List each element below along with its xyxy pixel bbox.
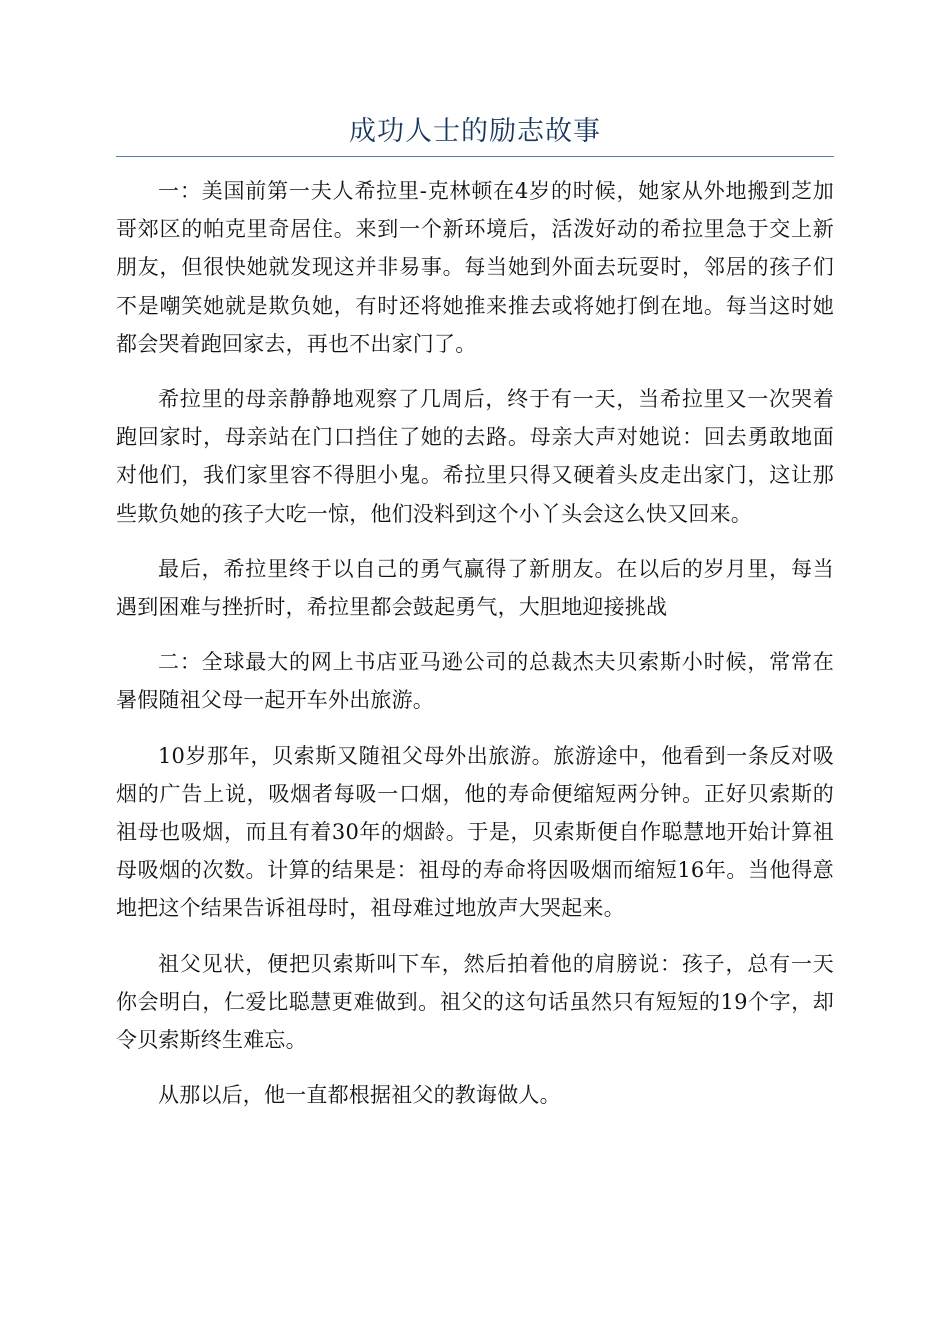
- paragraph-7: 从那以后，他一直都根据祖父的教诲做人。: [158, 1083, 561, 1108]
- page-title: 成功人士的励志故事: [349, 116, 601, 147]
- paragraph-2: 希拉里的母亲静静地观察了几周后，终于有一天，当希拉里又一次哭着跑回家时，母亲站在门口挡住了她的去路。母亲大声对她说：回去勇敢地面对他们，我们家里容不得胆小鬼。希拉里只得又硬着头皮走出家门，这让那些欺负她的孩子大吃一惊，他们没料到这个小丫头会这么快又回来。: [116, 387, 834, 526]
- paragraph-4: 二：全球最大的网上书店亚马逊公司的总裁杰夫贝索斯小时候，常常在暑假随祖父母一起开车外出旅游。: [116, 650, 834, 713]
- paragraph-6: 祖父见状，便把贝索斯叫下车，然后拍着他的肩膀说：孩子，总有一天你会明白，仁爱比聪慧更难做到。祖父的这句话虽然只有短短的19个字，却令贝索斯终生难忘。: [116, 951, 834, 1053]
- document-body: [116, 172, 834, 1131]
- paragraph-1: 一：美国前第一夫人希拉里-克林顿在4岁的时候，她家从外地搬到芝加哥郊区的帕克里奇居住。来到一个新环境后，活泼好动的希拉里急于交上新朋友，但很快她就发现这并非易事。每当她到外面去玩耍时，邻居的孩子们不是嘲笑她就是欺负她，有时还将她推来推去或将她打倒在地。每当这时她都会哭着跑回家去，再也不出家门了。: [116, 179, 834, 356]
- title-block: [116, 112, 834, 157]
- paragraph-5: 10岁那年，贝索斯又随祖父母外出旅游。旅游途中，他看到一条反对吸烟的广告上说，吸烟者每吸一口烟，他的寿命便缩短两分钟。正好贝索斯的祖母也吸烟，而且有着30年的烟龄。于是，贝索斯便自作聪慧地开始计算祖母吸烟的次数。计算的结果是：祖母的寿命将因吸烟而缩短16年。当他得意地把这个结果告诉祖母时，祖母难过地放声大哭起来。: [116, 743, 834, 921]
- paragraph-3: 最后，希拉里终于以自己的勇气赢得了新朋友。在以后的岁月里，每当遇到困难与挫折时，希拉里都会鼓起勇气，大胆地迎接挑战: [116, 556, 834, 620]
